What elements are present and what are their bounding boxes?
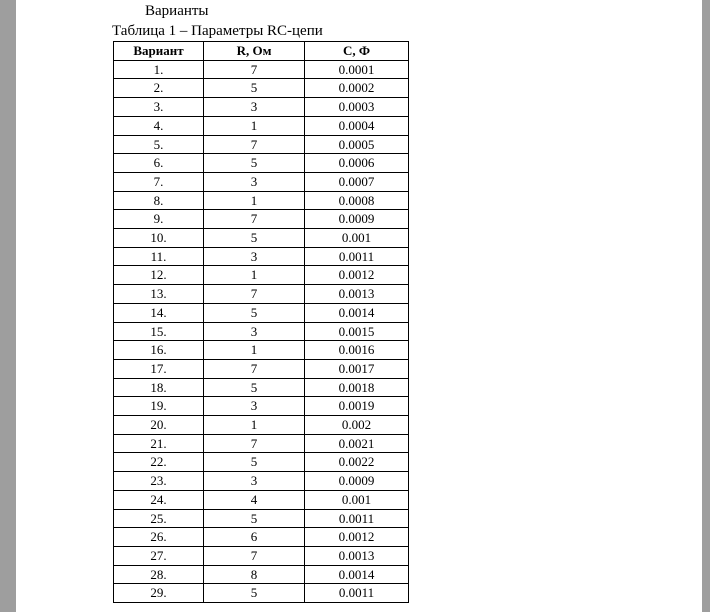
- cell-capacitance: 0.0015: [305, 322, 409, 341]
- section-heading: Варианты: [145, 3, 209, 19]
- cell-capacitance: 0.0012: [305, 528, 409, 547]
- cell-capacitance: 0.0017: [305, 359, 409, 378]
- cell-resistance: 7: [204, 434, 305, 453]
- table-row: [114, 266, 409, 285]
- table-row: [114, 79, 409, 98]
- cell-resistance: 3: [204, 397, 305, 416]
- cell-capacitance: 0.0014: [305, 303, 409, 322]
- cell-resistance: 5: [204, 229, 305, 248]
- cell-resistance: 7: [204, 359, 305, 378]
- table-row: [114, 247, 409, 266]
- cell-capacitance: 0.0001: [305, 60, 409, 79]
- table-header-row: [114, 42, 409, 61]
- cell-capacitance: 0.0009: [305, 210, 409, 229]
- cell-variant: 10.: [114, 229, 204, 248]
- cell-resistance: 5: [204, 453, 305, 472]
- table-row: [114, 490, 409, 509]
- cell-resistance: 7: [204, 285, 305, 304]
- cell-variant: 11.: [114, 247, 204, 266]
- cell-variant: 25.: [114, 509, 204, 528]
- cell-capacitance: 0.0003: [305, 98, 409, 117]
- cell-resistance: 5: [204, 303, 305, 322]
- table-row: [114, 546, 409, 565]
- cell-resistance: 4: [204, 490, 305, 509]
- table-row: [114, 322, 409, 341]
- cell-capacitance: 0.0002: [305, 79, 409, 98]
- cell-variant: 22.: [114, 453, 204, 472]
- cell-resistance: 3: [204, 247, 305, 266]
- cell-resistance: 3: [204, 172, 305, 191]
- cell-capacitance: 0.001: [305, 490, 409, 509]
- cell-variant: 8.: [114, 191, 204, 210]
- cell-resistance: 7: [204, 210, 305, 229]
- cell-capacitance: 0.0013: [305, 285, 409, 304]
- cell-variant: 6.: [114, 154, 204, 173]
- table-row: [114, 135, 409, 154]
- rc-parameters-table: [113, 41, 409, 603]
- table-row: [114, 453, 409, 472]
- cell-resistance: 1: [204, 266, 305, 285]
- table-body: [114, 60, 409, 602]
- cell-capacitance: 0.0013: [305, 546, 409, 565]
- cell-resistance: 5: [204, 584, 305, 603]
- cell-variant: 9.: [114, 210, 204, 229]
- viewer-left-gutter: [0, 0, 16, 612]
- cell-variant: 23.: [114, 472, 204, 491]
- cell-variant: 18.: [114, 378, 204, 397]
- cell-capacitance: 0.0004: [305, 116, 409, 135]
- table-row: [114, 210, 409, 229]
- table-row: [114, 191, 409, 210]
- cell-variant: 7.: [114, 172, 204, 191]
- cell-variant: 28.: [114, 565, 204, 584]
- cell-resistance: 7: [204, 546, 305, 565]
- cell-variant: 3.: [114, 98, 204, 117]
- cell-resistance: 1: [204, 416, 305, 435]
- column-header-resistance: R, Ом: [204, 42, 305, 61]
- cell-variant: 17.: [114, 359, 204, 378]
- cell-variant: 14.: [114, 303, 204, 322]
- table-row: [114, 378, 409, 397]
- cell-capacitance: 0.0008: [305, 191, 409, 210]
- table-row: [114, 285, 409, 304]
- table-row: [114, 416, 409, 435]
- cell-capacitance: 0.0022: [305, 453, 409, 472]
- table-row: [114, 509, 409, 528]
- cell-capacitance: 0.0012: [305, 266, 409, 285]
- cell-variant: 12.: [114, 266, 204, 285]
- cell-variant: 2.: [114, 79, 204, 98]
- cell-capacitance: 0.0007: [305, 172, 409, 191]
- table-row: [114, 359, 409, 378]
- table-row: [114, 172, 409, 191]
- cell-capacitance: 0.001: [305, 229, 409, 248]
- cell-capacitance: 0.0005: [305, 135, 409, 154]
- cell-resistance: 7: [204, 60, 305, 79]
- table-row: [114, 528, 409, 547]
- cell-capacitance: 0.0019: [305, 397, 409, 416]
- cell-resistance: 1: [204, 341, 305, 360]
- cell-resistance: 3: [204, 98, 305, 117]
- table-row: [114, 434, 409, 453]
- cell-variant: 15.: [114, 322, 204, 341]
- cell-variant: 27.: [114, 546, 204, 565]
- cell-variant: 1.: [114, 60, 204, 79]
- cell-variant: 20.: [114, 416, 204, 435]
- table-row: [114, 565, 409, 584]
- table-row: [114, 397, 409, 416]
- cell-resistance: 5: [204, 378, 305, 397]
- column-header-variant: Вариант: [114, 42, 204, 61]
- cell-resistance: 8: [204, 565, 305, 584]
- cell-resistance: 3: [204, 322, 305, 341]
- cell-resistance: 5: [204, 79, 305, 98]
- cell-variant: 16.: [114, 341, 204, 360]
- table-row: [114, 98, 409, 117]
- viewer-right-gutter: [702, 0, 710, 612]
- cell-variant: 21.: [114, 434, 204, 453]
- cell-capacitance: 0.0011: [305, 247, 409, 266]
- cell-resistance: 1: [204, 116, 305, 135]
- cell-capacitance: 0.0018: [305, 378, 409, 397]
- cell-resistance: 7: [204, 135, 305, 154]
- table-row: [114, 472, 409, 491]
- cell-variant: 19.: [114, 397, 204, 416]
- column-header-capacitance: С, Ф: [305, 42, 409, 61]
- cell-resistance: 5: [204, 509, 305, 528]
- cell-capacitance: 0.0014: [305, 565, 409, 584]
- cell-capacitance: 0.0011: [305, 584, 409, 603]
- cell-capacitance: 0.0021: [305, 434, 409, 453]
- cell-variant: 24.: [114, 490, 204, 509]
- table-row: [114, 60, 409, 79]
- cell-resistance: 5: [204, 154, 305, 173]
- cell-resistance: 3: [204, 472, 305, 491]
- cell-capacitance: 0.0009: [305, 472, 409, 491]
- table-row: [114, 303, 409, 322]
- table-row: [114, 341, 409, 360]
- table-row: [114, 584, 409, 603]
- table-row: [114, 116, 409, 135]
- cell-capacitance: 0.002: [305, 416, 409, 435]
- cell-resistance: 1: [204, 191, 305, 210]
- table-caption: Таблица 1 – Параметры RC-цепи: [112, 23, 323, 39]
- cell-variant: 26.: [114, 528, 204, 547]
- cell-variant: 29.: [114, 584, 204, 603]
- table-row: [114, 229, 409, 248]
- cell-resistance: 6: [204, 528, 305, 547]
- cell-capacitance: 0.0011: [305, 509, 409, 528]
- cell-capacitance: 0.0006: [305, 154, 409, 173]
- cell-capacitance: 0.0016: [305, 341, 409, 360]
- cell-variant: 5.: [114, 135, 204, 154]
- table-row: [114, 154, 409, 173]
- cell-variant: 13.: [114, 285, 204, 304]
- cell-variant: 4.: [114, 116, 204, 135]
